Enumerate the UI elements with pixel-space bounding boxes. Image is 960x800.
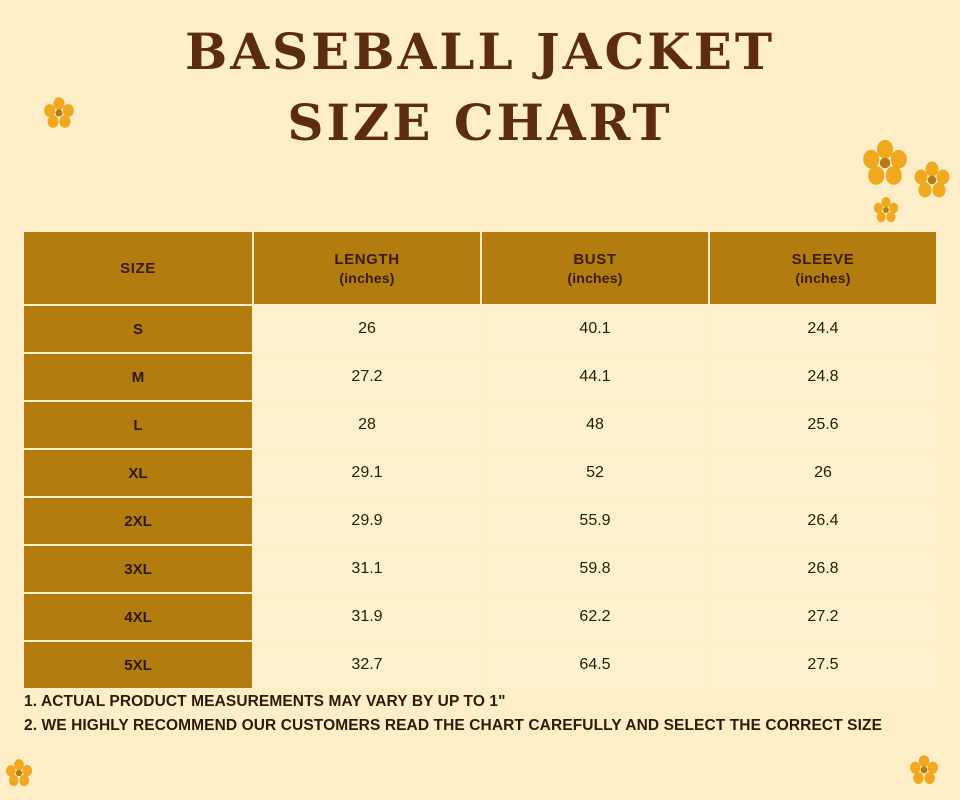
cell-length: 28 <box>253 401 481 449</box>
cell-bust: 48 <box>481 401 709 449</box>
cell-size: 4XL <box>23 593 253 641</box>
column-header-size <box>23 231 253 305</box>
title-line-2: SIZE CHART <box>287 93 673 152</box>
table-header-row <box>23 231 937 305</box>
cell-length: 31.1 <box>253 545 481 593</box>
cell-bust: 44.1 <box>481 353 709 401</box>
cell-sleeve: 24.4 <box>709 305 937 353</box>
table-row <box>23 305 937 353</box>
table-row <box>23 497 937 545</box>
column-header-bust-label: BUST <box>573 250 617 268</box>
cell-sleeve: 26.8 <box>709 545 937 593</box>
table-row <box>23 545 937 593</box>
cell-length: 32.7 <box>253 641 481 689</box>
column-header-length-label: LENGTH <box>334 250 400 268</box>
cell-size: 2XL <box>23 497 253 545</box>
note-line-1: 1. ACTUAL PRODUCT MEASUREMENTS MAY VARY BY UP TO 1" <box>24 693 506 710</box>
cell-size: S <box>23 305 253 353</box>
cell-length: 26 <box>253 305 481 353</box>
flower-icon <box>908 754 940 786</box>
size-chart-table-wrapper <box>22 230 938 690</box>
table-row <box>23 449 937 497</box>
cell-length: 29.9 <box>253 497 481 545</box>
table-row <box>23 401 937 449</box>
cell-size: M <box>23 353 253 401</box>
cell-bust: 52 <box>481 449 709 497</box>
cell-size: 5XL <box>23 641 253 689</box>
cell-length: 27.2 <box>253 353 481 401</box>
cell-size: L <box>23 401 253 449</box>
flower-icon <box>912 160 952 200</box>
table-row <box>23 593 937 641</box>
cell-bust: 59.8 <box>481 545 709 593</box>
flower-icon <box>872 196 900 224</box>
cell-sleeve: 26 <box>709 449 937 497</box>
table-body <box>23 305 937 689</box>
column-header-bust <box>481 231 709 305</box>
page-title <box>0 0 960 158</box>
column-header-size-label: SIZE <box>120 259 156 277</box>
cell-sleeve: 24.8 <box>709 353 937 401</box>
table-row <box>23 353 937 401</box>
column-header-sleeve <box>709 231 937 305</box>
cell-bust: 62.2 <box>481 593 709 641</box>
title-line-1: BASEBALL JACKET <box>184 22 776 81</box>
cell-sleeve: 27.2 <box>709 593 937 641</box>
column-header-length <box>253 231 481 305</box>
cell-bust: 64.5 <box>481 641 709 689</box>
column-header-sleeve-unit: (inches) <box>795 269 851 286</box>
cell-bust: 55.9 <box>481 497 709 545</box>
table-row <box>23 641 937 689</box>
table-header <box>23 231 937 305</box>
cell-sleeve: 25.6 <box>709 401 937 449</box>
column-header-length-unit: (inches) <box>339 269 395 286</box>
size-chart-table <box>22 230 938 690</box>
notes-section <box>24 690 940 737</box>
flower-icon <box>4 758 34 788</box>
note-line-2: 2. WE HIGHLY RECOMMEND OUR CUSTOMERS READ THE CHART CAREFULLY AND SELECT THE CORRECT SIZE <box>24 716 883 734</box>
cell-sleeve: 26.4 <box>709 497 937 545</box>
cell-length: 29.1 <box>253 449 481 497</box>
cell-length: 31.9 <box>253 593 481 641</box>
cell-bust: 40.1 <box>481 305 709 353</box>
cell-size: 3XL <box>23 545 253 593</box>
cell-size: XL <box>23 449 253 497</box>
column-header-bust-unit: (inches) <box>567 269 623 286</box>
cell-sleeve: 27.5 <box>709 641 937 689</box>
column-header-sleeve-label: SLEEVE <box>791 250 855 268</box>
